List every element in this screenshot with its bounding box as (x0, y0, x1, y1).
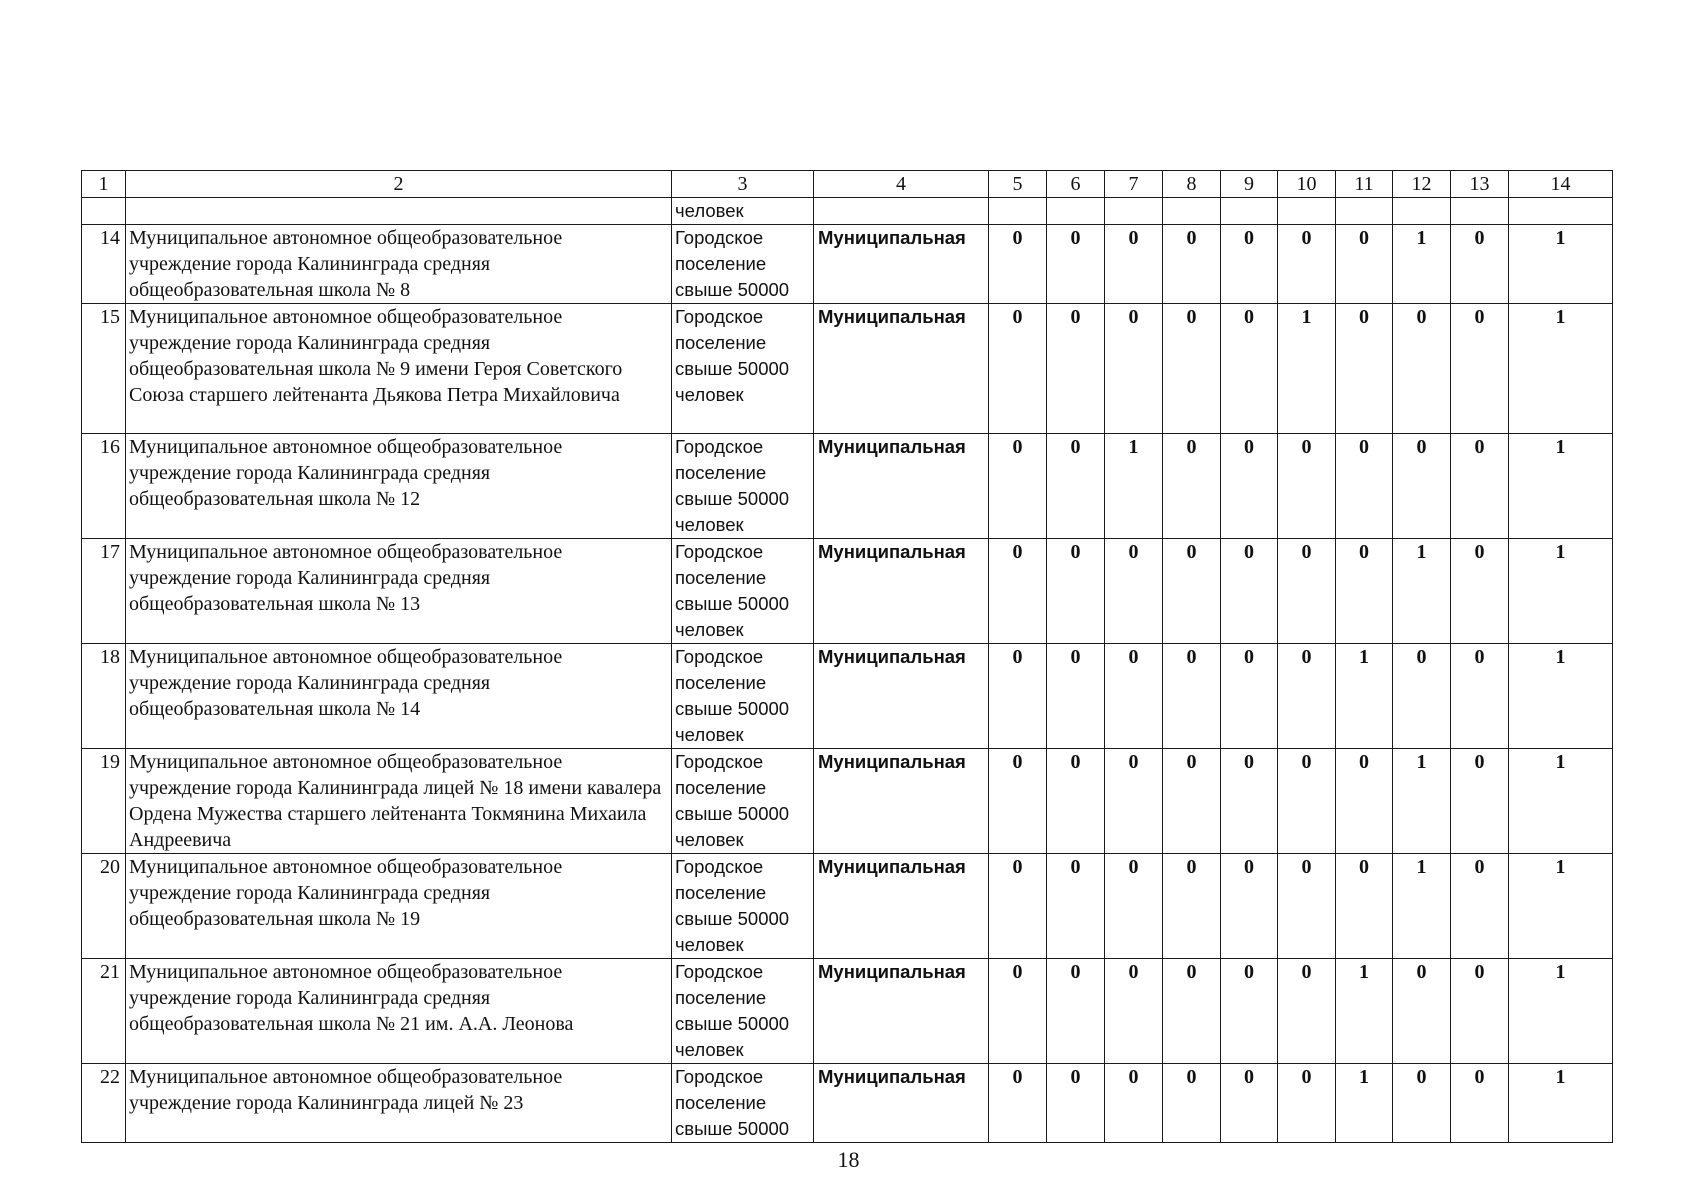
value-cell: 0 (989, 225, 1047, 304)
value-cell: 0 (1221, 644, 1278, 749)
value-cell: 0 (1163, 959, 1221, 1064)
ownership-category-cell: Муниципальная (814, 644, 989, 749)
table-body (82, 171, 1613, 1143)
row-number-cell: 17 (82, 539, 126, 644)
value-cell: 0 (1393, 644, 1451, 749)
value-cell: 0 (989, 1064, 1047, 1143)
column-header: 4 (814, 171, 989, 198)
value-cell: 1 (1393, 225, 1451, 304)
table-row (82, 854, 1613, 959)
value-cell: 0 (1278, 225, 1336, 304)
value-cell: 0 (989, 304, 1047, 434)
column-header: 3 (672, 171, 814, 198)
value-cell: 0 (1451, 959, 1509, 1064)
ownership-category-cell: Муниципальная (814, 304, 989, 434)
value-cell: 0 (1336, 225, 1393, 304)
column-header: 13 (1451, 171, 1509, 198)
value-cell: 0 (1105, 644, 1163, 749)
value-cell (1105, 198, 1163, 225)
value-cell: 0 (1221, 304, 1278, 434)
value-cell: 0 (1047, 1064, 1105, 1143)
institution-name-cell: Муниципальное автономное общеобразовательное учреждение города Калининграда средняя общеобразовательная школа № 9 имени Героя Советского Союза старшего лейтенанта Дьякова Петра Михайловича (126, 304, 672, 434)
value-cell: 1 (1393, 749, 1451, 854)
locality-type-cell: Городское поселение свыше 50000 человек (672, 434, 814, 539)
value-cell: 0 (1393, 434, 1451, 539)
column-header: 8 (1163, 171, 1221, 198)
value-cell: 1 (1509, 749, 1613, 854)
value-cell: 0 (1105, 539, 1163, 644)
institution-name-cell: Муниципальное автономное общеобразовательное учреждение города Калининграда средняя общеобразовательная школа № 21 им. А.А. Леонова (126, 959, 672, 1064)
column-header: 6 (1047, 171, 1105, 198)
ownership-category-cell: Муниципальная (814, 749, 989, 854)
value-cell (1393, 198, 1451, 225)
value-cell: 0 (1163, 749, 1221, 854)
column-header: 12 (1393, 171, 1451, 198)
value-cell: 0 (1336, 304, 1393, 434)
page-number: 18 (837, 1147, 860, 1172)
ownership-category-cell: Муниципальная (814, 434, 989, 539)
table-row (82, 539, 1613, 644)
value-cell: 0 (1451, 749, 1509, 854)
value-cell: 0 (1047, 854, 1105, 959)
value-cell: 0 (1451, 854, 1509, 959)
value-cell: 1 (1509, 434, 1613, 539)
value-cell: 0 (1221, 434, 1278, 539)
ownership-category-cell (814, 198, 989, 225)
value-cell: 0 (1221, 225, 1278, 304)
value-cell: 0 (1047, 434, 1105, 539)
value-cell: 0 (1451, 434, 1509, 539)
value-cell: 1 (1509, 304, 1613, 434)
locality-type-cell: Городское поселение свыше 50000 человек (672, 749, 814, 854)
locality-type-cell: Городское поселение свыше 50000 человек (672, 854, 814, 959)
value-cell: 1 (1509, 1064, 1613, 1143)
column-header: 10 (1278, 171, 1336, 198)
column-header: 11 (1336, 171, 1393, 198)
value-cell: 0 (1047, 304, 1105, 434)
value-cell (989, 198, 1047, 225)
value-cell: 0 (1451, 1064, 1509, 1143)
value-cell: 0 (1163, 644, 1221, 749)
value-cell: 0 (1105, 749, 1163, 854)
institution-name-cell: Муниципальное автономное общеобразовательное учреждение города Калининграда средняя общеобразовательная школа № 19 (126, 854, 672, 959)
column-header: 14 (1509, 171, 1613, 198)
value-cell: 1 (1336, 644, 1393, 749)
value-cell: 1 (1393, 539, 1451, 644)
value-cell: 0 (1336, 539, 1393, 644)
value-cell: 0 (1221, 854, 1278, 959)
value-cell: 0 (1336, 749, 1393, 854)
value-cell (1336, 198, 1393, 225)
locality-type-cell: Городское поселение свыше 50000 (672, 225, 814, 304)
value-cell: 0 (1451, 644, 1509, 749)
value-cell: 0 (1163, 304, 1221, 434)
value-cell: 0 (1451, 225, 1509, 304)
locality-type-cell: Городское поселение свыше 50000 человек (672, 959, 814, 1064)
value-cell: 0 (1336, 854, 1393, 959)
table-row (82, 304, 1613, 434)
value-cell: 0 (989, 959, 1047, 1064)
value-cell: 1 (1393, 854, 1451, 959)
table-row (82, 434, 1613, 539)
value-cell: 0 (1451, 304, 1509, 434)
value-cell: 0 (1221, 1064, 1278, 1143)
column-header: 5 (989, 171, 1047, 198)
value-cell: 0 (989, 854, 1047, 959)
value-cell: 0 (1278, 959, 1336, 1064)
value-cell (1047, 198, 1105, 225)
row-number-cell: 15 (82, 304, 126, 434)
value-cell: 0 (1047, 959, 1105, 1064)
value-cell: 0 (1221, 539, 1278, 644)
locality-type-cell: Городское поселение свыше 50000 человек (672, 644, 814, 749)
value-cell: 0 (1163, 854, 1221, 959)
value-cell: 0 (1047, 644, 1105, 749)
value-cell (1163, 198, 1221, 225)
value-cell: 0 (1047, 539, 1105, 644)
value-cell: 0 (1163, 434, 1221, 539)
value-cell: 0 (1105, 1064, 1163, 1143)
row-number-cell: 20 (82, 854, 126, 959)
value-cell: 0 (989, 644, 1047, 749)
table-row (82, 225, 1613, 304)
value-cell (1221, 198, 1278, 225)
value-cell: 0 (989, 434, 1047, 539)
data-table (81, 170, 1613, 1143)
value-cell: 0 (1105, 959, 1163, 1064)
value-cell: 1 (1509, 539, 1613, 644)
ownership-category-cell: Муниципальная (814, 539, 989, 644)
institution-name-cell: Муниципальное автономное общеобразовательное учреждение города Калининграда лицей № 18 имени кавалера Ордена Мужества старшего лейтенанта Токмянина Михаила Андреевича (126, 749, 672, 854)
institution-name-cell: Муниципальное автономное общеобразовательное учреждение города Калининграда средняя общеобразовательная школа № 13 (126, 539, 672, 644)
table-row (82, 959, 1613, 1064)
table-row (82, 749, 1613, 854)
institution-name-cell: Муниципальное автономное общеобразовательное учреждение города Калининграда средняя общеобразовательная школа № 12 (126, 434, 672, 539)
value-cell: 1 (1509, 225, 1613, 304)
row-number-cell: 22 (82, 1064, 126, 1143)
value-cell: 0 (1278, 434, 1336, 539)
locality-type-cell: Городское поселение свыше 50000 человек (672, 304, 814, 434)
value-cell (1451, 198, 1509, 225)
row-number-cell: 18 (82, 644, 126, 749)
value-cell: 0 (989, 749, 1047, 854)
ownership-category-cell: Муниципальная (814, 225, 989, 304)
value-cell: 0 (1047, 225, 1105, 304)
value-cell: 0 (1336, 434, 1393, 539)
row-number-cell: 14 (82, 225, 126, 304)
value-cell: 0 (1163, 1064, 1221, 1143)
value-cell: 0 (1278, 644, 1336, 749)
institution-name-cell (126, 198, 672, 225)
institution-name-cell: Муниципальное автономное общеобразовательное учреждение города Калининграда лицей № 23 (126, 1064, 672, 1143)
value-cell: 0 (1221, 749, 1278, 854)
table-header-row (82, 171, 1613, 198)
value-cell: 0 (1393, 959, 1451, 1064)
locality-type-cell: человек (672, 198, 814, 225)
locality-type-cell: Городское поселение свыше 50000 (672, 1064, 814, 1143)
column-header: 9 (1221, 171, 1278, 198)
value-cell: 0 (1393, 304, 1451, 434)
column-header: 7 (1105, 171, 1163, 198)
institution-name-cell: Муниципальное автономное общеобразовательное учреждение города Калининграда средняя общеобразовательная школа № 14 (126, 644, 672, 749)
value-cell: 1 (1105, 434, 1163, 539)
value-cell (1278, 198, 1336, 225)
value-cell: 0 (1047, 749, 1105, 854)
value-cell: 1 (1336, 959, 1393, 1064)
table-row (82, 644, 1613, 749)
value-cell: 1 (1509, 854, 1613, 959)
value-cell: 0 (1451, 539, 1509, 644)
column-header: 1 (82, 171, 126, 198)
value-cell: 1 (1509, 644, 1613, 749)
value-cell: 0 (1163, 225, 1221, 304)
ownership-category-cell: Муниципальная (814, 854, 989, 959)
value-cell: 0 (989, 539, 1047, 644)
value-cell: 1 (1278, 304, 1336, 434)
ownership-category-cell: Муниципальная (814, 959, 989, 1064)
column-header: 2 (126, 171, 672, 198)
row-number-cell (82, 198, 126, 225)
value-cell: 0 (1105, 225, 1163, 304)
value-cell: 0 (1278, 539, 1336, 644)
table-row (82, 1064, 1613, 1143)
value-cell: 0 (1105, 304, 1163, 434)
value-cell: 1 (1336, 1064, 1393, 1143)
value-cell: 0 (1278, 1064, 1336, 1143)
locality-type-cell: Городское поселение свыше 50000 человек (672, 539, 814, 644)
row-number-cell: 16 (82, 434, 126, 539)
value-cell: 0 (1278, 854, 1336, 959)
value-cell: 0 (1221, 959, 1278, 1064)
row-number-cell: 21 (82, 959, 126, 1064)
value-cell (1509, 198, 1613, 225)
ownership-category-cell: Муниципальная (814, 1064, 989, 1143)
value-cell: 1 (1509, 959, 1613, 1064)
value-cell: 0 (1163, 539, 1221, 644)
value-cell: 0 (1278, 749, 1336, 854)
row-number-cell: 19 (82, 749, 126, 854)
institution-name-cell: Муниципальное автономное общеобразовательное учреждение города Калининграда средняя общеобразовательная школа № 8 (126, 225, 672, 304)
value-cell: 0 (1105, 854, 1163, 959)
value-cell: 0 (1393, 1064, 1451, 1143)
continuation-row (82, 198, 1613, 225)
